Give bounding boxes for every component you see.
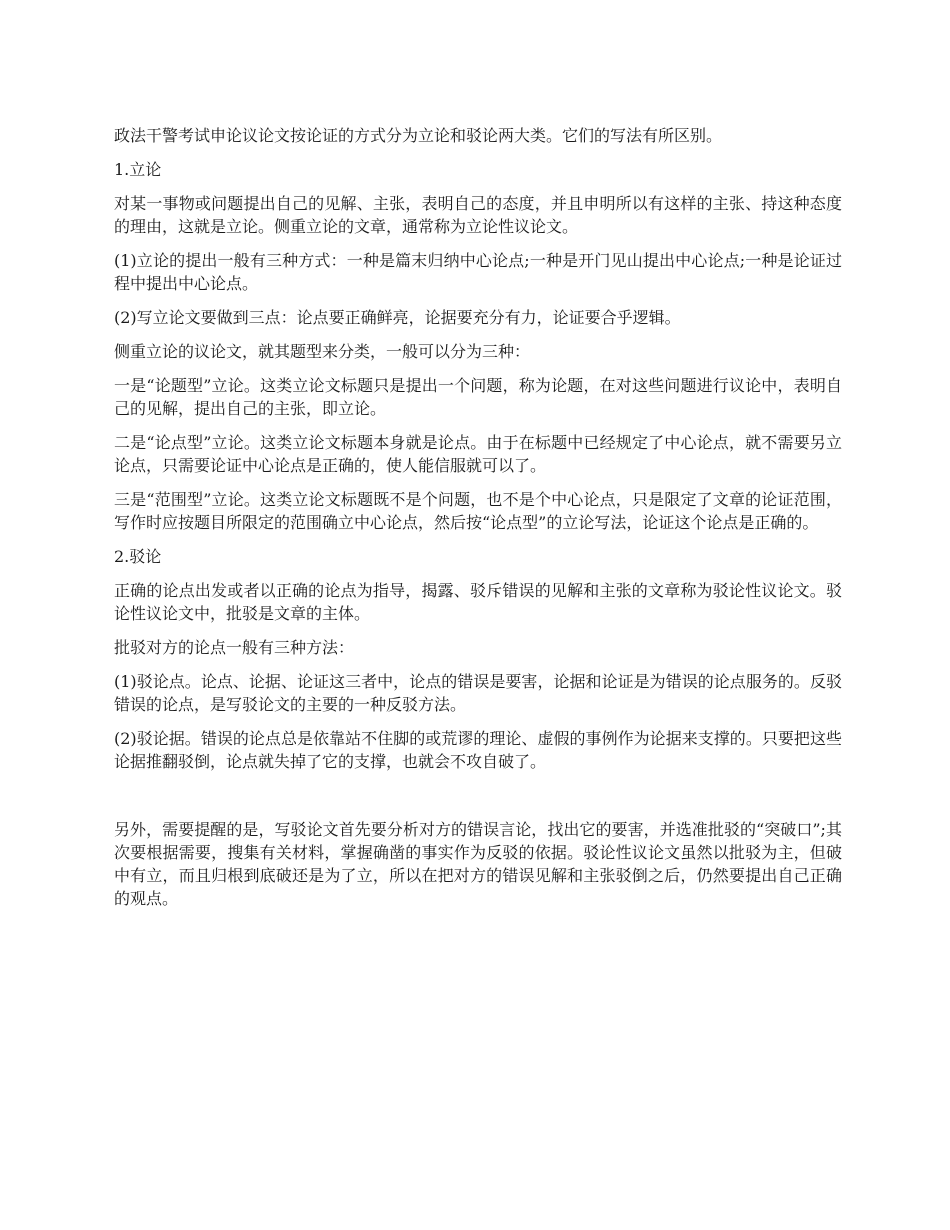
paragraph-liliun-methods: (1)立论的提出一般有三种方式：一种是篇末归纳中心论点;一种是开门见山提出中心论点;一种是论证过程中提出中心论点。 <box>114 251 842 293</box>
document-body <box>114 124 842 921</box>
paragraph-liliun-requirements: (2)写立论文要做到三点：论点要正确鲜亮，论据要充分有力，论证要合乎逻辑。 <box>114 308 681 327</box>
paragraph-refute-thesis: (1)驳论点。论点、论据、论证这三者中，论点的错误是要害，论据和论证是为错误的论点服务的。反驳错误的论点，是写驳论文的主要的一种反驳方法。 <box>114 672 842 714</box>
paragraph-type-topic: 一是“论题型”立论。这类立论文标题只是提出一个问题，称为论题，在对这些问题进行议论中，表明自己的见解，提出自己的主张，即立论。 <box>114 376 842 418</box>
paragraph-liliun-definition: 对某一事物或问题提出自己的见解、主张，表明自己的态度，并且申明所以有这样的主张、持这种态度的理由，这就是立论。侧重立论的文章，通常称为立论性议论文。 <box>114 194 842 236</box>
section-heading-boliun: 2.驳论 <box>114 547 162 566</box>
paragraph-type-thesis: 二是“论点型”立论。这类立论文标题本身就是论点。由于在标题中已经规定了中心论点，就不需要另立论点，只需要论证中心论点是正确的，使人能信服就可以了。 <box>114 433 842 475</box>
paragraph-liliun-types-intro: 侧重立论的议论文，就其题型来分类，一般可以分为三种： <box>114 342 531 361</box>
paragraph-gap <box>114 784 842 818</box>
paragraph-boliun-methods-intro: 批驳对方的论点一般有三种方法： <box>114 638 355 657</box>
paragraph-type-scope: 三是“范围型”立论。这类立论文标题既不是个问题，也不是个中心论点，只是限定了文章的论证范围，写作时应按题目所限定的范围确立中心论点，然后按“论点型”的立论写法，论证这个论点是正确的。 <box>114 490 842 532</box>
section-heading-liliun: 1.立论 <box>114 160 162 179</box>
paragraph-boliun-definition: 正确的论点出发或者以正确的论点为指导，揭露、驳斥错误的见解和主张的文章称为驳论性议论文。驳论性议论文中，批驳是文章的主体。 <box>114 581 842 623</box>
paragraph-closing-note: 另外，需要提醒的是，写驳论文首先要分析对方的错误言论，找出它的要害，并选准批驳的“突破口”;其次要根据需要，搜集有关材料，掌握确凿的事实作为反驳的依据。驳论性议论文虽然以批驳为主，但破中有立，而且归根到底破还是为了立，所以在把对方的错误见解和主张驳倒之后，仍然要提出自己正确的观点。 <box>114 820 842 908</box>
paragraph-refute-evidence: (2)驳论据。错误的论点总是依靠站不住脚的或荒谬的理论、虚假的事例作为论据来支撑的。只要把这些论据推翻驳倒，论点就失掉了它的支撑，也就会不攻自破了。 <box>114 729 842 771</box>
intro-paragraph: 政法干警考试申论议论文按论证的方式分为立论和驳论两大类。它们的写法有所区别。 <box>114 126 723 145</box>
